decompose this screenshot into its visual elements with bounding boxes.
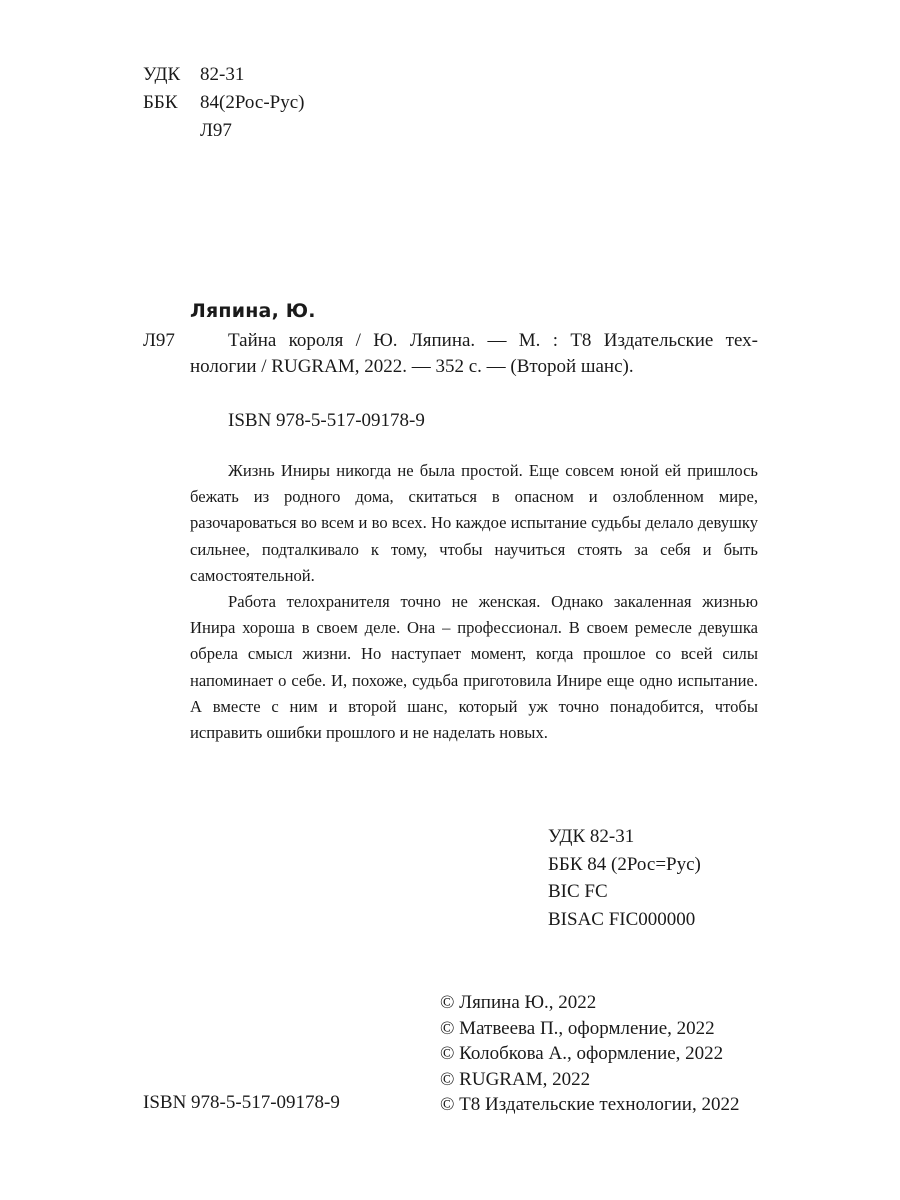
- copyright-line: © Ляпина Ю., 2022: [440, 992, 597, 1013]
- annotation-paragraph-2: Работа телохранителя точно не женская. Однако закаленная жизнью Инира хороша в своем деле. Она – профессионал. В своем ремесле девушка обрела смысл жизни. Но наступает момент, когда прошлое со всей силы напоминает о себе. И, похоже, судьба приготовила Инире еще одно испытание. А вместе с ним и второй шанс, который уж точно понадобится, чтобы исправить ошибки прошлого и не наделать новых.: [190, 592, 758, 743]
- udk-code: УДК 82-31: [548, 826, 635, 847]
- author-heading: Ляпина, Ю.: [190, 300, 316, 322]
- udk-label: УДК: [143, 64, 181, 85]
- copyright-line: © Матвеева П., оформление, 2022: [440, 1017, 715, 1039]
- classification-block: [548, 823, 701, 933]
- bbk-code: ББК 84 (2Рос=Рус): [548, 853, 701, 875]
- description-line-2: нологии / RUGRAM, 2022. — 352 с. — (Второй шанс).: [190, 356, 634, 377]
- bbk-label: ББК: [143, 92, 178, 113]
- isbn-bottom: ISBN 978-5-517-09178-9: [143, 1092, 340, 1113]
- bbk-value: 84(2Рос-Рус): [200, 92, 305, 113]
- bibliographic-description: [190, 328, 758, 380]
- bic-code: BIC FC: [548, 881, 608, 902]
- annotation-paragraph-1: Жизнь Иниры никогда не была простой. Еще совсем юной ей пришлось бежать из родного дома, скитаться в опасном и озлобленном мире, разочароваться во всем и во всех. Но каждое испытание судьбы делало девушку сильнее, подталкивало к тому, чтобы научиться стоять за себя и быть самостоятельной.: [190, 461, 758, 585]
- author-sign-top: Л97: [200, 120, 232, 141]
- copyright-line: © Колобкова А., оформление, 2022: [440, 1043, 724, 1064]
- description-line-1: Тайна короля / Ю. Ляпина. — М. : Т8 Издательские тех-: [228, 330, 758, 351]
- bisac-code: BISAC FIC000000: [548, 908, 696, 930]
- annotation: [190, 458, 758, 746]
- udk-value: 82-31: [200, 64, 245, 85]
- author-sign: Л97: [143, 330, 175, 351]
- copyright-line: © RUGRAM, 2022: [440, 1068, 591, 1090]
- isbn-entry: ISBN 978-5-517-09178-9: [228, 410, 425, 431]
- copyright-list: [440, 990, 739, 1118]
- copyright-line: © Т8 Издательские технологии, 2022: [440, 1094, 740, 1115]
